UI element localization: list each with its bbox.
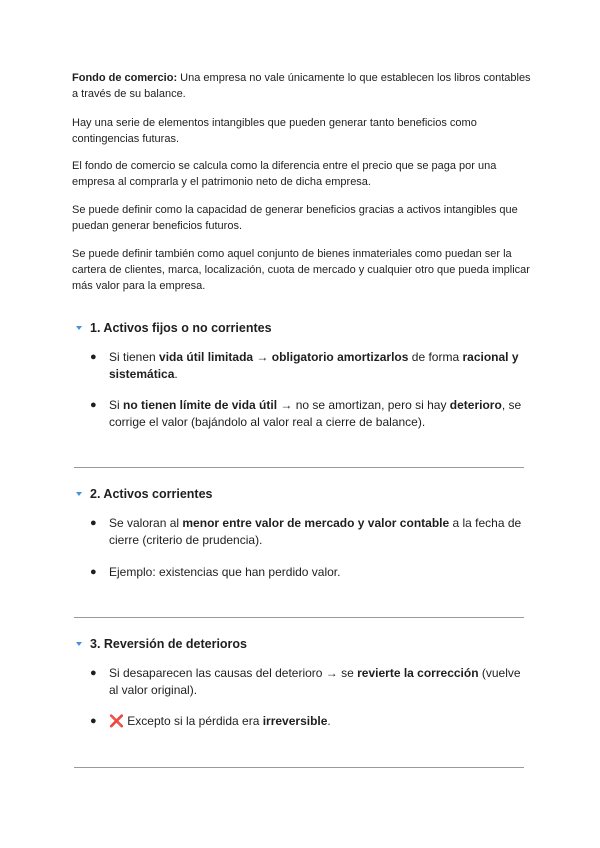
bullet-item (90, 515, 526, 549)
bullet-item (90, 397, 526, 431)
bullet-dot-icon: ● (90, 517, 97, 529)
bullet-dot-icon: ● (90, 715, 97, 727)
collapse-triangle-icon[interactable] (76, 326, 82, 330)
bold-text: revierte la corrección (357, 666, 479, 680)
bullet-item (90, 349, 526, 383)
text-run: Si desaparecen las causas del deterioro → se (109, 666, 358, 680)
text-run: Ejemplo: existencias que han perdido valor. (109, 565, 341, 579)
text-run: Excepto si la pérdida era (123, 714, 263, 728)
section-heading-reversion[interactable] (76, 637, 247, 651)
intro-paragraph-3: El fondo de comercio se calcula como la diferencia entre el precio que se paga por una empresa al comprarla y el patrimonio neto de dicha empresa. (72, 160, 497, 188)
text-run: Se valoran al (109, 516, 183, 530)
bold-text: no tienen límite de vida útil (123, 398, 278, 412)
bullet-item (90, 564, 526, 581)
bullet-dot-icon: ● (90, 351, 97, 363)
collapse-triangle-icon[interactable] (76, 492, 82, 496)
text-run: Si (109, 398, 124, 412)
text-run: Si tienen (109, 350, 160, 364)
text-run: , se corrige el valor (bajándolo al valor real a cierre de balance). (109, 398, 522, 429)
bullet-dot-icon: ● (90, 566, 97, 578)
section-title: 3. Reversión de deterioros (90, 637, 248, 651)
intro-paragraph-5: Se puede definir también como aquel conjunto de bienes inmateriales como puedan ser la cartera de clientes, marca, localización, cuota de mercado y cualquier otro que pueda implicar más valor para la empresa. (72, 248, 530, 292)
bullet-item (90, 665, 526, 699)
bold-text: deterioro (449, 398, 502, 412)
section-title: 1. Activos fijos o no corrientes (90, 321, 272, 335)
bold-text: menor entre valor de mercado y valor contable (182, 516, 450, 530)
text-run: . (174, 367, 178, 381)
section-heading-activos-corrientes[interactable] (76, 487, 213, 501)
horizontal-divider (74, 467, 524, 468)
cross-mark-icon: ❌ (109, 714, 124, 728)
horizontal-divider (74, 767, 524, 768)
bullet-dot-icon: ● (90, 399, 97, 411)
bold-text: irreversible (262, 714, 328, 728)
section-title: 2. Activos corrientes (90, 487, 213, 501)
bullet-dot-icon: ● (90, 667, 97, 679)
bold-text: obligatorio amortizarlos (271, 350, 409, 364)
bullet-text (109, 397, 526, 431)
text-run: a la fecha de cierre (criterio de prudencia). (109, 516, 522, 547)
bullet-text (109, 713, 331, 730)
text-run: → no se amortizan, pero si hay (277, 398, 450, 412)
bold-text: vida útil limitada (159, 350, 254, 364)
bullet-text (109, 349, 526, 383)
horizontal-divider (74, 617, 524, 618)
bold-text: racional y sistemática (109, 350, 519, 381)
fondo-de-comercio-term: Fondo de comercio: (72, 72, 178, 84)
intro-paragraph-4: Se puede definir como la capacidad de generar beneficios gracias a activos intangibles que puedan generar beneficios futuros. (72, 204, 518, 232)
collapse-triangle-icon[interactable] (76, 642, 82, 646)
bullet-text (109, 564, 340, 581)
section-heading-activos-fijos[interactable] (76, 321, 272, 335)
bullet-item (90, 713, 526, 730)
bullet-text (109, 515, 526, 549)
intro-paragraph-1 (72, 70, 532, 102)
text-run: (vuelve al valor original). (109, 666, 521, 697)
intro-paragraph-2: Hay una serie de elementos intangibles que pueden generar tanto beneficios como contingencias futuras. (72, 117, 477, 145)
intro-paragraph-1-text: Una empresa no vale únicamente lo que establecen los libros contables a través de su balance. (72, 72, 531, 100)
text-run: de forma (408, 350, 463, 364)
text-run: → (253, 350, 272, 364)
bullet-text (109, 665, 526, 699)
text-run: . (327, 714, 331, 728)
